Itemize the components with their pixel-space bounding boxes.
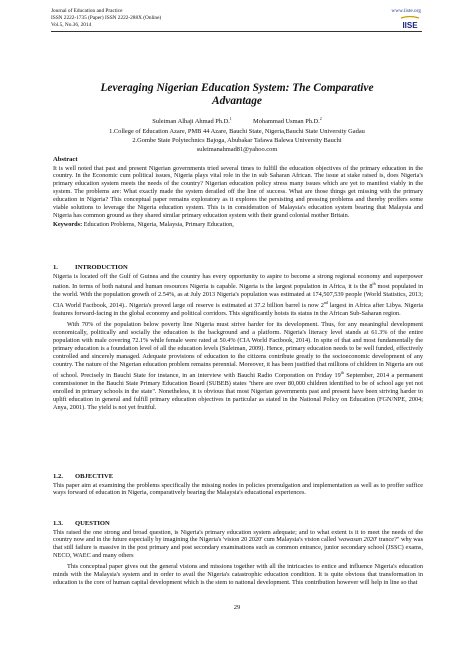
keywords-text: Education Problems, Nigeria, Malaysia, Primary Education, [82, 221, 234, 229]
header-rule [51, 31, 422, 32]
paper-title-line-2: Advantage [212, 95, 262, 108]
introduction-title: INTRODUCTION [75, 264, 128, 271]
objective-section [53, 473, 423, 497]
intro-p2-sup: th [340, 370, 344, 376]
introduction-paragraph-2 [53, 321, 423, 412]
question-title: QUESTION [75, 520, 110, 527]
intro-p1-part-a: Nigeria is located off the Gulf of Guinea and the country has every opportunity to aspire to become a strong regional economy and superpower nation. In terms of both natural and human resources Nigeria is capable. Nigeria is the largest population in Africa, it is the 8 [53, 272, 423, 291]
abstract-text: It is well noted that past and present Nigerian governments tried several times to fulfill the education objectives of the primary education in the country. In the Economic cum political issues, Nigeria plays vital role in the in sub Saharan African. The issue at stake raised is, does Nigeria's primary education system meets the needs of the country? Nigerian education policy stress many issues which are yet to manifest viably in the system. The problems are: What exactly made the system derailed off the line of success. What are those things get missing with the primary education in Nigeria? This conceptual paper remains exploratory as it explores the persisting and pressing problems and thereby proffers some viable solutions to leverage the Nigeria education system. This is in consideration of Malaysia's education system bearing that Malaysia and Nigeria has common ground as they shared similar primary education system with their grand colonial mother Britain. [53, 164, 423, 220]
question-number: 1.3. [53, 520, 63, 527]
intro-p1-sup-1: th [372, 281, 376, 287]
question-paragraph-1 [53, 529, 423, 561]
question-p1-part-a: This raised the one strong and broad question, is Nigeria's primary education system adequate; and to what extent is it to meet the needs of the country now and in the future especially by imagining the Nigeria's 'vision 20 2020' cum Malaysia's vision called ' [53, 528, 423, 544]
journal-name: Journal of Education and Practice [51, 8, 123, 14]
introduction-heading [53, 264, 423, 273]
paper-title-line-1: Leveraging Nigerian Education System: The Comparative [100, 82, 374, 94]
publisher-site-link[interactable]: www.iiste.org [391, 8, 421, 14]
iiste-logo-icon [399, 16, 421, 30]
author-1: Suleiman Alhaji Ahmad Ph.D. [152, 118, 230, 126]
intro-p1-sup-2: nd [323, 300, 328, 306]
keywords-line [53, 221, 423, 229]
question-section [53, 520, 423, 587]
author-2-sup: 2 [319, 116, 322, 121]
question-heading [53, 520, 423, 529]
journal-issn: ISSN 2222-1735 (Paper) ISSN 2222-288X (Online) [51, 15, 162, 22]
author-block [40, 114, 434, 155]
keywords-label: Keywords: [53, 221, 83, 229]
objective-heading [53, 473, 423, 482]
intro-p2-part-a: With 70% of the population below poverty line Nigeria must strive harder for its development. Thus, for any meaningful development economically, politically and socially the education is the background and a platform. Nigeria's literacy level stands at 61.3% of the entire population with male covering 72.1% while female were rated at 50.4% (CIA World Factbook, 2014). In spite of that and most fundamentally the primary education is a foundation level of all the education levels (Suleiman, 2009). Hence, primary education needs to be well funded, effectively controlled and sincerely managed. Adequate provisions of education to the citizens contribute greatly to the socioeconomic development of any country. The nature of the Nigerian education problem remains perennial. Moreover, it has been justified that millions of children in Nigeria are out of school. Precisely in Bauchi State for instance, in an interview with Bauchi Radio Corporation on Friday 19 [53, 321, 423, 380]
iiste-logo [399, 16, 421, 35]
intro-p1-part-c: largest in Africa after Libya. Nigeria features forward-facing in the global economy and political corridors. This significantly hoists its status in the African Sub-Saharan region. [53, 302, 423, 318]
introduction-section [53, 264, 423, 412]
affiliation-1: 1.College of Education Azare, PMB 44 Azare, Bauchi State, Nigeria,Bauchi State University Gadau [109, 127, 365, 135]
paper-title [40, 82, 434, 109]
logo-text: IISE [402, 21, 418, 30]
objective-number: 1.2. [53, 473, 63, 480]
abstract-heading: Abstract [53, 156, 78, 163]
introduction-number: 1. [53, 264, 58, 271]
author-names [40, 114, 434, 127]
intro-p2-part-b: September, 2014 a permanent commissioner in the Bauchi State Primary Education Board (SUBEB) states "there are over 80,000 children identified to be of school age yet not enrolled in primary schools in the state". Nonetheless, it is obvious that most Nigerian governments past and present have been striving harder to uplift education in general and fulfill primary education objectives in particular as stated in the National Policy on Education (FGN/NPE, 2004; Anya, 2001). The yield is not yet fruitful. [53, 372, 423, 412]
intro-p1-part-b: most populated in the world. With the population growth of 2.54%, as at July 2013 Nigeria's population was estimated at 174,507,539 people (World Statistics, 2013; CIA World Factbook, 2014).. Nigeria's proved large oil reserve is estimated at 37.2 billion barrel is now 2 [53, 283, 423, 310]
journal-header [51, 8, 291, 29]
author-1-sup: 1 [229, 116, 232, 121]
question-p1-italic: wawasan 2020 [338, 536, 377, 544]
introduction-paragraph-1 [53, 273, 423, 319]
affiliation-2: 2.Gombe State Polytechnics Bajoga, Abubakar Tafawa Balewa University Bauchi [132, 136, 342, 144]
question-p1-part-b: ' trance?" why was that still failure is massive in the post primary and post secondary examinations such as common entrance, junior secondary school (JSSC) exams, NECO, WAEC and many others [53, 536, 424, 560]
journal-volume: Vol.5, No.36, 2014 [51, 22, 92, 29]
author-2: Mohammad Usman Ph.D. [253, 118, 320, 126]
objective-text: This paper aim at examining the problems specifically the missing nodes in policies promulgation and implementation as well as to proffer suffice ways forward of education in Nigeria, comparatively bearing the Malaysia's educational experiences. [53, 481, 423, 497]
author-email[interactable]: suleimanahmad81@yahoo.com [196, 146, 278, 154]
abstract-section [53, 156, 423, 229]
question-paragraph-2: This conceptual paper gives out the general visions and missions together with all the intricacies to entice and influence Nigeria's education minds with the Malaysia's system and in order to avail the Nigeria's catastrophic education condition. It is quite obvious that transformation in education is the core of human capital development which is the stem to national development. This contribution however will help in line so that [53, 563, 423, 587]
page-number: 29 [233, 604, 241, 611]
objective-title: OBJECTIVE [75, 473, 114, 480]
